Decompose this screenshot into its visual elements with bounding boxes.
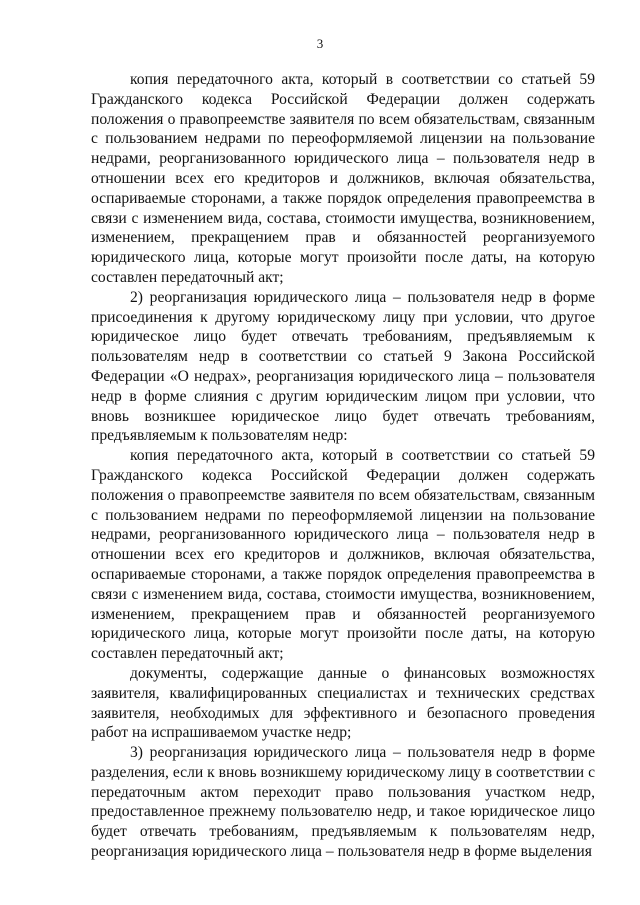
paragraph-reorganization-merger: 2) реорганизация юридического лица – пользователя недр в форме присоединения к другому юридическому лицу при условии, что другое юридическое лицо будет отвечать требованиям, предъявляемым к пользователям недр в соответствии со статьей 9 Закона Российской Федерации «О недрах», реорганизация юридического лица – пользователя недр в форме слияния с другим юридическим лицом при условии, что вновь возникшее юридическое лицо будет отвечать требованиям, предъявляемым к пользователям недр: [91,288,595,445]
paragraph-financial-documents: документы, содержащие данные о финансовых возможностях заявителя, квалифицированных специалистах и технических средствах заявителя, необходимых для эффективного и безопасного проведения работ на испрашиваемом участке недр; [91,664,595,742]
paragraph-transfer-act-copy: копия передаточного акта, который в соответствии со статьей 59 Гражданского кодекса Российской Федерации должен содержать положения о правопреемстве заявителя по всем обязательствам, связанным с пользованием недрами по переоформляемой лицензии на пользование недрами, реорганизованного юридического лица – пользователя недр в отношении всех его кредиторов и должников, включая обязательства, оспариваемые сторонами, а также порядок определения правопреемства в связи с изменением вида, состава, стоимости имущества, возникновением, изменением, прекращением прав и обязанностей реорганизуемого юридического лица, которые могут произойти после даты, на которую составлен передаточный акт; [91,71,595,286]
paragraph-transfer-act-copy-repeat: копия передаточного акта, который в соответствии со статьей 59 Гражданского кодекса Российской Федерации должен содержать положения о правопреемстве заявителя по всем обязательствам, связанным с пользованием недрами по переоформляемой лицензии на пользование недрами, реорганизованного юридического лица – пользователя недр в отношении всех его кредиторов и должников, включая обязательства, оспариваемые сторонами, а также порядок определения правопреемства в связи с изменением вида, состава, стоимости имущества, возникновением, изменением, прекращением прав и обязанностей реорганизуемого юридического лица, которые могут произойти после даты, на которую составлен передаточный акт; [91,447,595,663]
page-number: 3 [316,36,324,51]
paragraph-reorganization-division: 3) реорганизация юридического лица – пользователя недр в форме разделения, если к вновь возникшему юридическому лицу в соответствии с передаточным актом переходит право пользования участком недр, предоставленное прежнему пользователю недр, и такое юридическое лицо будет отвечать требованиям, предъявляемым к пользователям недр, реорганизация юридического лица – пользователя недр в форме выделения [91,744,595,861]
document-body [91,70,595,862]
